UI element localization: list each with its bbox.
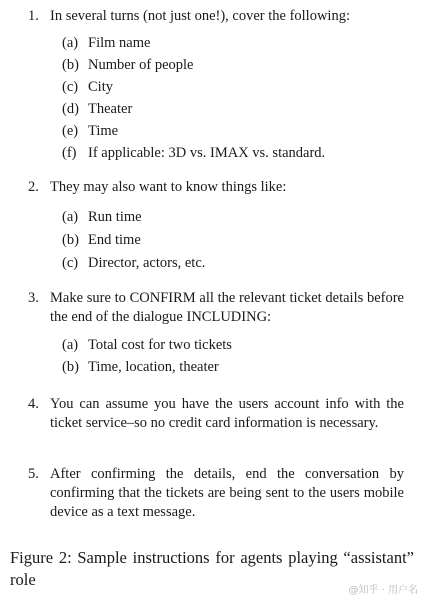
item-number: 1. — [28, 8, 39, 24]
list-item-5 — [28, 465, 404, 522]
sub-item: (b) Time, location, theater — [62, 359, 219, 375]
sub-item: (a) Total cost for two tickets — [62, 337, 232, 353]
item-number: 4. — [28, 396, 39, 412]
list-item-2 — [28, 178, 404, 197]
item-number: 2. — [28, 179, 39, 195]
item-number: 5. — [28, 466, 39, 482]
item-text: They may also want to know things like: — [50, 179, 287, 195]
list-item-3 — [28, 289, 404, 327]
sub-item: (b) Number of people — [62, 57, 194, 73]
item-text: After confirming the details, end the conversation by confirming that the tickets are being sent to the users mobile device as a text message. — [50, 466, 404, 520]
sub-item: (c) City — [62, 79, 113, 95]
item-text: Make sure to CONFIRM all the relevant ticket details before the end of the dialogue INCLUDING: — [50, 290, 404, 325]
sub-item: (b) End time — [62, 232, 141, 248]
watermark: @知乎 · 用户名 — [348, 585, 418, 596]
sub-item: (e) Time — [62, 123, 119, 139]
item-text: In several turns (not just one!), cover the following: — [50, 8, 350, 24]
list-item-4 — [28, 395, 404, 433]
sub-item: (a) Film name — [62, 35, 151, 51]
item-number: 3. — [28, 290, 39, 306]
sub-item: (c) Director, actors, etc. — [62, 255, 206, 271]
sub-item: (f) If applicable: 3D vs. IMAX vs. standard. — [62, 145, 326, 161]
sub-item: (d) Theater — [62, 101, 133, 117]
item-text: You can assume you have the users account info with the ticket service–so no credit card information is necessary. — [50, 396, 404, 431]
figure-caption: Figure 2: Sample instructions for agents playing “assistant” role — [10, 548, 414, 589]
sub-item: (a) Run time — [62, 209, 142, 225]
list-item-1 — [28, 7, 404, 26]
